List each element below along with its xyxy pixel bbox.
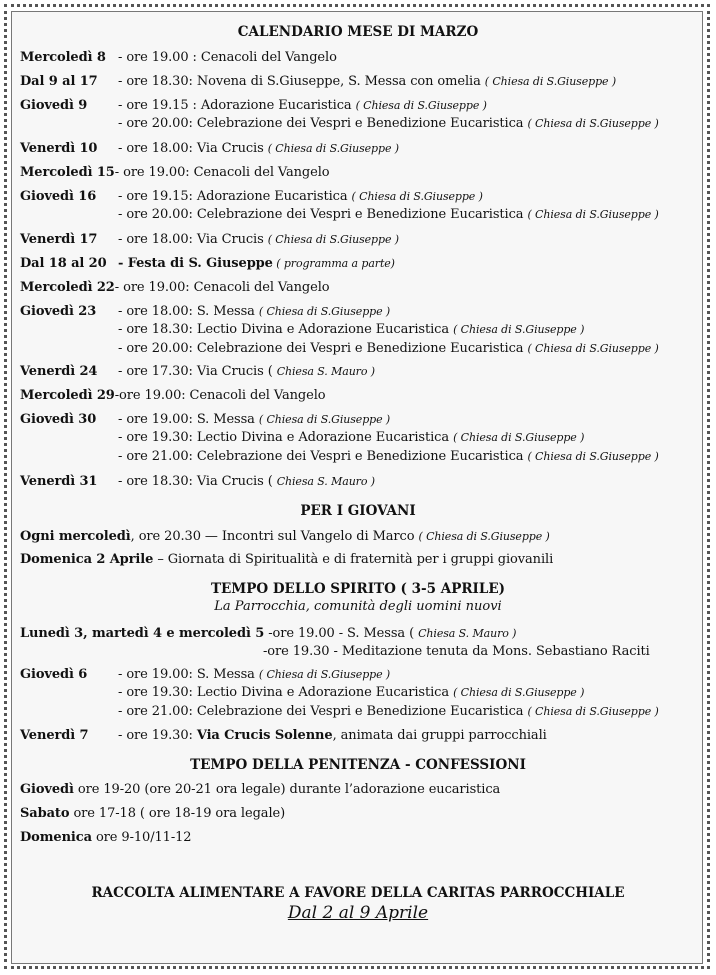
penance-row-text: ore 19-20 (ore 20-21 ora legale) durante l’adorazione eucaristica bbox=[73, 782, 501, 797]
calendar-entry-label: Venerdì 10 bbox=[20, 141, 98, 156]
calendar-entry-detail bbox=[118, 473, 375, 490]
calendar-entry-detail bbox=[118, 448, 659, 465]
calendar-entry-label: Venerdì 17 bbox=[20, 232, 98, 247]
calendar-entry-text: - ore 18.00: Via Crucis bbox=[118, 232, 268, 247]
footer-title: RACCOLTA ALIMENTARE A FAVORE DELLA CARITAS PARROCCHIALE bbox=[91, 885, 625, 901]
calendar-entry-text: - ore 18.30: Novena di S.Giuseppe, S. Messa con omelia bbox=[118, 74, 485, 89]
calendar-entry-label: Giovedì 9 bbox=[20, 98, 88, 113]
calendar-entry-label: Dal 9 al 17 bbox=[20, 74, 98, 89]
calendar-entry-detail bbox=[115, 280, 330, 295]
calendar-entry-label: Giovedì 23 bbox=[20, 304, 97, 319]
calendar-entry bbox=[20, 303, 659, 356]
calendar-entry-label: Venerdì 31 bbox=[20, 474, 98, 489]
spirit-entry-label: Giovedì 6 bbox=[20, 667, 88, 682]
calendar-entry-location: ( Chiesa di S.Giuseppe ) bbox=[258, 413, 391, 426]
spirit-entry-text: - ore 19.00: S. Messa bbox=[118, 667, 259, 682]
calendar-entry-detail bbox=[118, 363, 375, 380]
spirit-entry-detail bbox=[118, 666, 390, 683]
calendar-entry-text: - ore 19.00: S. Messa bbox=[118, 412, 259, 427]
spirit-entry bbox=[20, 666, 659, 719]
spirit-opening-row-2: -ore 19.30 - Meditazione tenuta da Mons. Sebastiano Raciti bbox=[263, 644, 650, 659]
calendar-entry-label: Mercoledì 22 bbox=[20, 280, 115, 295]
calendar-entry-label: Mercoledì 15 bbox=[20, 165, 115, 180]
calendar-entry-text: - Festa di S. Giuseppe bbox=[118, 256, 273, 271]
calendar-entry bbox=[20, 387, 326, 404]
spirit-entry-detail bbox=[118, 703, 659, 720]
calendar-entry-detail bbox=[118, 321, 584, 338]
calendar-entry-text: - ore 21.00: Celebrazione dei Vespri e Benedizione Eucaristica bbox=[118, 448, 528, 464]
calendar-entry-text: - ore 19.00 : Cenacoli del Vangelo bbox=[118, 50, 337, 65]
calendar-entry-text: - ore 19.15 : Adorazione Eucaristica bbox=[118, 98, 356, 113]
calendar-entry bbox=[20, 49, 337, 66]
calendar-entry-detail bbox=[118, 340, 659, 357]
calendar-entry-detail bbox=[118, 97, 487, 114]
calendar-entry-text: - ore 20.00: Celebrazione dei Vespri e Benedizione Eucaristica bbox=[118, 207, 528, 223]
calendar-entry-detail bbox=[118, 255, 395, 272]
spirit-title: TEMPO DELLO SPIRITO ( 3-5 APRILE) bbox=[210, 581, 506, 597]
calendar-entry-text: -ore 19.00: Cenacoli del Vangelo bbox=[114, 388, 326, 403]
penance-row bbox=[20, 781, 500, 798]
calendar-entry-text: - ore 19.15: Adorazione Eucaristica bbox=[118, 189, 352, 204]
penance-row-label: Domenica bbox=[20, 830, 92, 845]
spirit-entry-location: ( Chiesa di S.Giuseppe ) bbox=[258, 668, 391, 681]
calendar-entry-location: ( Chiesa di S.Giuseppe ) bbox=[527, 341, 659, 355]
calendar-entry-location: ( Chiesa di S.Giuseppe ) bbox=[527, 208, 659, 222]
calendar-entry-location: Chiesa S. Mauro ) bbox=[276, 475, 375, 488]
footer-date: Dal 2 al 9 Aprile bbox=[287, 903, 429, 923]
penance-row-label: Giovedì bbox=[20, 782, 74, 797]
calendar-entry-detail bbox=[118, 303, 390, 320]
calendar-entry-detail bbox=[118, 206, 659, 223]
calendar-entry-detail bbox=[118, 411, 390, 428]
spirit-opening-row: Lunedì 3, martedì 4 e mercoledì 5 -ore 19.00 - S. Messa ( Chiesa S. Mauro ) bbox=[20, 626, 517, 641]
youth-title: PER I GIOVANI bbox=[300, 503, 416, 519]
calendar-entry bbox=[20, 231, 399, 248]
calendar-entry bbox=[20, 473, 375, 490]
calendar-entry-location: ( Chiesa di S.Giuseppe ) bbox=[453, 431, 585, 445]
calendar-entry-detail bbox=[115, 165, 330, 180]
penance-title: TEMPO DELLA PENITENZA - CONFESSIONI bbox=[190, 757, 526, 773]
youth-row-1: Ogni mercoledì, ore 20.30 — Incontri sul Vangelo di Marco ( Chiesa di S.Giuseppe ) bbox=[20, 529, 550, 544]
calendar-entry-location: ( Chiesa di S.Giuseppe ) bbox=[527, 449, 659, 463]
calendar-entry bbox=[20, 140, 399, 157]
calendar-entry bbox=[20, 255, 395, 272]
calendar-entry-text: - ore 19.30: Lectio Divina e Adorazione Eucaristica bbox=[118, 430, 454, 446]
penance-row bbox=[20, 805, 285, 822]
calendar-entry-text: - ore 18.30: Via Crucis ( bbox=[118, 474, 277, 489]
calendar-entry-label: Giovedì 30 bbox=[20, 412, 97, 427]
calendar-entry-location: Chiesa S. Mauro ) bbox=[276, 365, 375, 378]
calendar-entry bbox=[20, 164, 330, 181]
spirit-friday-row: Venerdì 7 - ore 19.30: Via Crucis Solenne, animata dai gruppi parrocchiali bbox=[20, 728, 547, 743]
calendar-entry-text: - ore 18.00: Via Crucis bbox=[118, 141, 268, 156]
calendar-entry-location: ( Chiesa di S.Giuseppe ) bbox=[355, 99, 487, 112]
youth-row-2: Domenica 2 Aprile – Giornata di Spiritualità e di fraternità per i gruppi giovanili bbox=[20, 552, 554, 567]
calendar-entry bbox=[20, 188, 659, 223]
penance-row-label: Sabato bbox=[20, 806, 70, 821]
calendar-entry-location: ( Chiesa di S.Giuseppe ) bbox=[267, 142, 399, 155]
calendar-entry-text: - ore 20.00: Celebrazione dei Vespri e Benedizione Eucaristica bbox=[118, 116, 528, 132]
calendar-entry-detail bbox=[118, 188, 483, 205]
calendar-entry bbox=[20, 97, 659, 132]
calendar-entry-location: ( programma a parte) bbox=[272, 257, 395, 270]
calendar-entry-detail bbox=[118, 140, 399, 157]
calendar-entry-location: ( Chiesa di S.Giuseppe ) bbox=[453, 323, 585, 337]
spirit-entry-text: - ore 21.00: Celebrazione dei Vespri e Benedizione Eucaristica bbox=[118, 703, 528, 719]
calendar-entry-location: ( Chiesa di S.Giuseppe ) bbox=[527, 117, 659, 131]
calendar-entry-detail bbox=[118, 73, 616, 90]
spirit-entry-location: ( Chiesa di S.Giuseppe ) bbox=[453, 686, 585, 700]
calendar-entry-location: ( Chiesa di S.Giuseppe ) bbox=[351, 190, 483, 203]
calendar-entry-detail bbox=[118, 115, 659, 132]
penance-row bbox=[20, 829, 191, 846]
calendar-entry-location: ( Chiesa di S.Giuseppe ) bbox=[484, 75, 617, 88]
calendar-entry-location: ( Chiesa di S.Giuseppe ) bbox=[258, 305, 391, 318]
calendar-entry-text: - ore 18.00: S. Messa bbox=[118, 304, 259, 319]
calendar-entry bbox=[20, 411, 659, 464]
calendar-entry-label: Venerdì 24 bbox=[20, 364, 98, 379]
spirit-entry-text: - ore 19.30: Lectio Divina e Adorazione Eucaristica bbox=[118, 685, 454, 701]
calendar-entry-text: - ore 20.00: Celebrazione dei Vespri e Benedizione Eucaristica bbox=[118, 340, 528, 356]
calendar-entry-text: - ore 19.00: Cenacoli del Vangelo bbox=[114, 165, 330, 180]
calendar-title: CALENDARIO MESE DI MARZO bbox=[237, 24, 479, 40]
calendar-entry bbox=[20, 73, 617, 90]
penance-row-text: ore 9-10/11-12 bbox=[91, 830, 192, 845]
calendar-entry-detail bbox=[118, 429, 584, 446]
calendar-entry-label: Dal 18 al 20 bbox=[20, 256, 107, 271]
calendar-entry-location: ( Chiesa di S.Giuseppe ) bbox=[267, 233, 399, 246]
calendar-entry-detail bbox=[118, 49, 337, 66]
spirit-entry-location: ( Chiesa di S.Giuseppe ) bbox=[527, 704, 659, 718]
calendar-entry-label: Giovedì 16 bbox=[20, 189, 97, 204]
penance-row-text: ore 17-18 ( ore 18-19 ora legale) bbox=[69, 806, 286, 821]
spirit-entry-detail bbox=[118, 684, 584, 701]
calendar-entry bbox=[20, 363, 375, 380]
calendar-entry bbox=[20, 279, 330, 296]
spirit-subtitle: La Parrocchia, comunità degli uomini nuovi bbox=[214, 599, 502, 614]
calendar-entry-detail bbox=[115, 388, 326, 403]
calendar-entry-label: Mercoledì 29 bbox=[20, 388, 115, 403]
calendar-entry-text: - ore 19.00: Cenacoli del Vangelo bbox=[114, 280, 330, 295]
calendar-entry-label: Mercoledì 8 bbox=[20, 50, 106, 65]
calendar-entry-text: - ore 17.30: Via Crucis ( bbox=[118, 364, 277, 379]
calendar-entry-text: - ore 18.30: Lectio Divina e Adorazione Eucaristica bbox=[118, 322, 454, 338]
calendar-entry-detail bbox=[118, 231, 399, 248]
